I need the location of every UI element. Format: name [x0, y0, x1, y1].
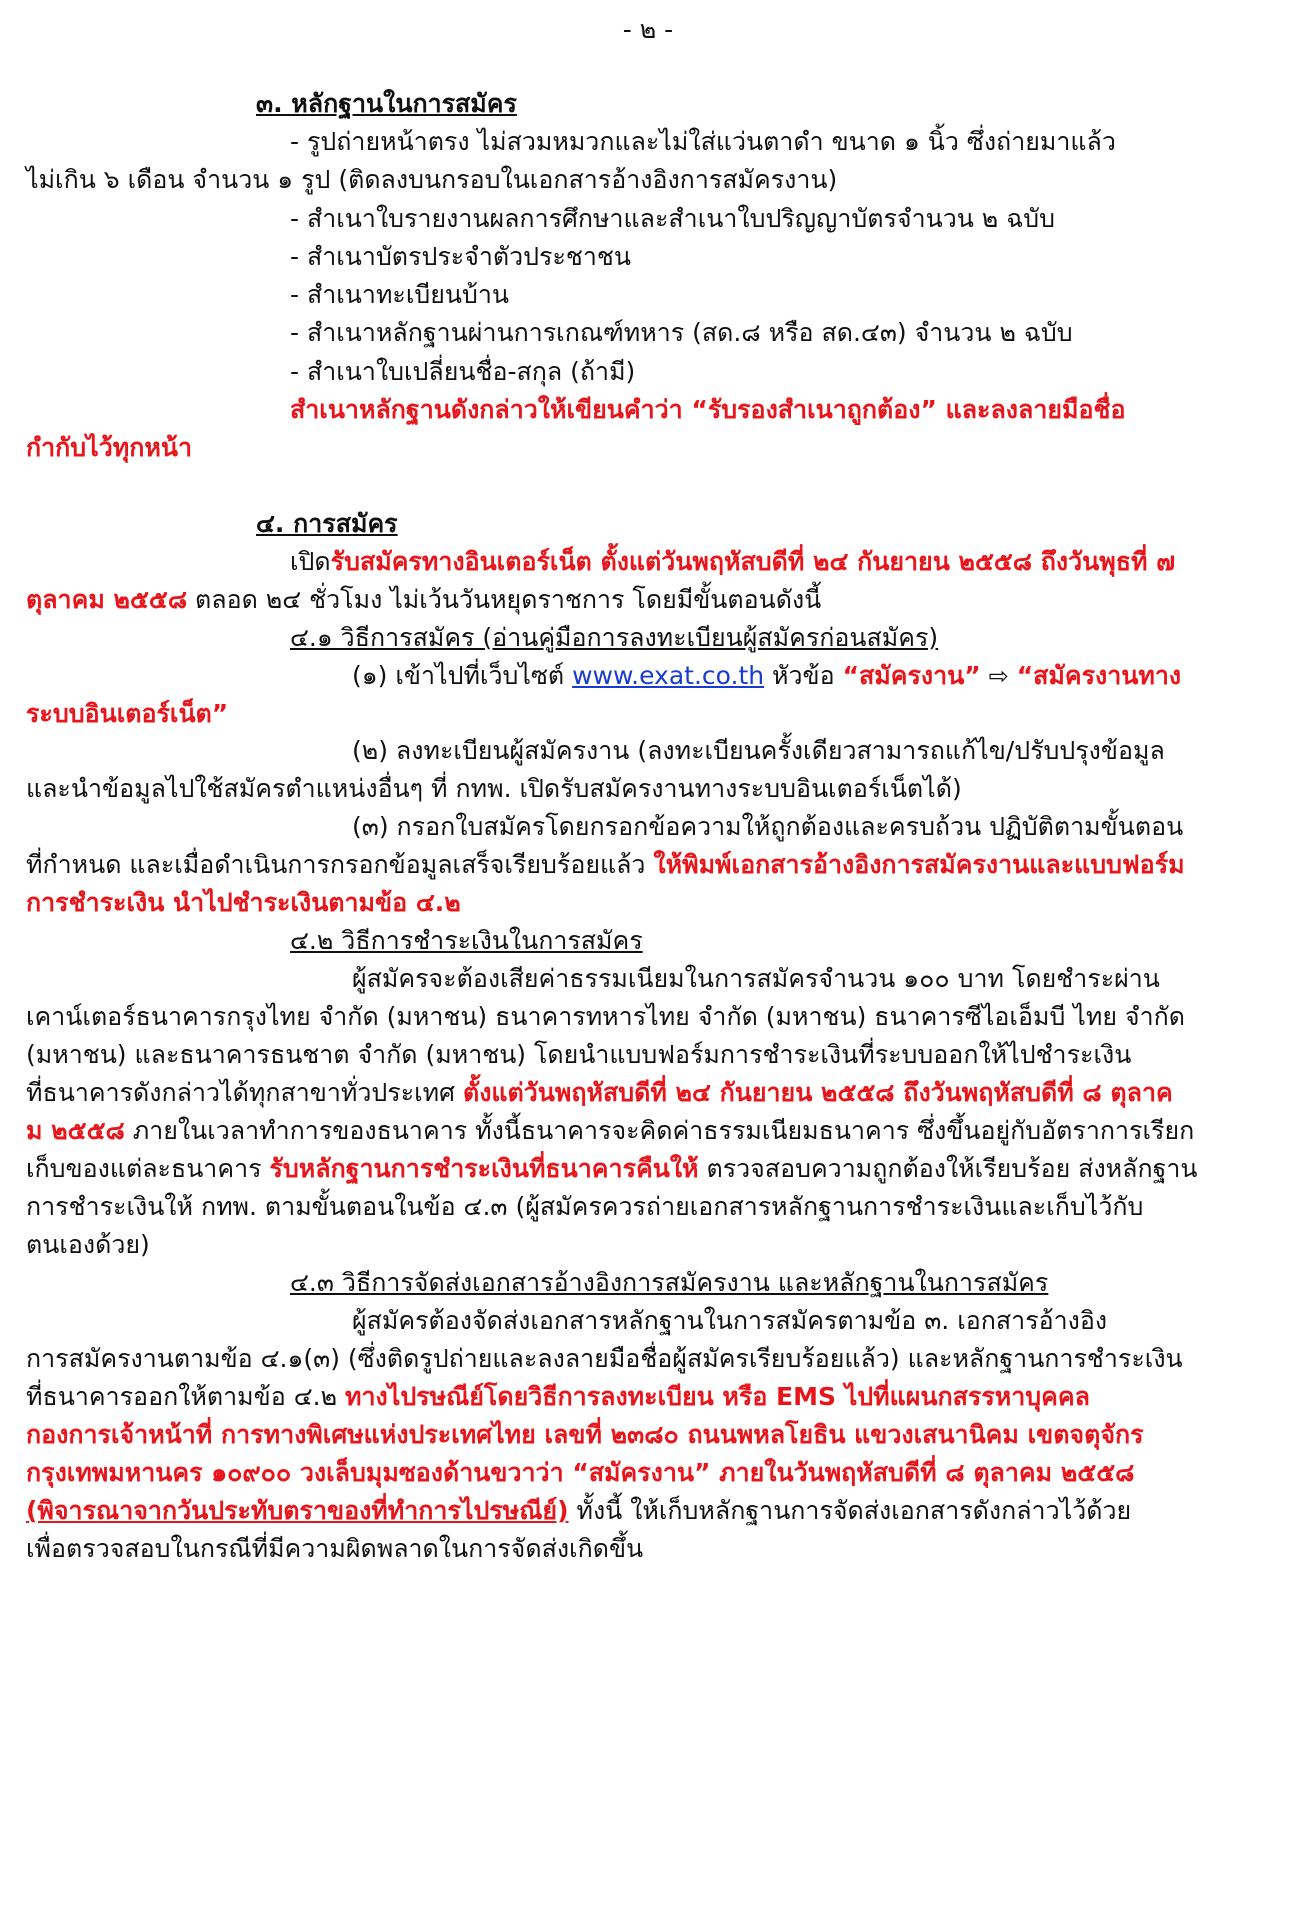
page-number: - ๒ - [622, 15, 674, 44]
s42-line-4-dates: ตั้งแต่วันพฤหัสบดีที่ ๒๔ กันยายน ๒๕๕๘ ถึงวันพฤหัสบดีที่ ๘ ตุลาค [462, 1078, 1173, 1107]
s43-line-3 [26, 1377, 1090, 1417]
sec3-item-photo: - รูปถ่ายหน้าตรง ไม่สวมหมวกและไม่ใส่แว่นตาดำ ขนาด ๑ นิ้ว ซึ่งถ่ายมาแล้ว [290, 127, 1116, 156]
s41-step2: (๒) ลงทะเบียนผู้สมัครงาน (ลงทะเบียนครั้งเดียวสามารถแก้ไข/ปรับปรุงข้อมูล [352, 736, 1165, 765]
s43-line-3-post: ทางไปรษณีย์โดยวิธีการลงทะเบียน หรือ EMS ไปที่แผนกสรรหาบุคคล [345, 1382, 1090, 1411]
section-3-heading: ๓. หลักฐานในการสมัคร [256, 89, 517, 118]
s43-line-6-postmark: (พิจารณาจากวันประทับตราของที่ทำการไปรษณีย์) [26, 1496, 569, 1525]
subsection-4-3-heading: ๔.๓ วิธีการจัดส่งเอกสารอ้างอิงการสมัครงาน และหลักฐานในการสมัคร [290, 1268, 1049, 1297]
arrow-right-icon: ⇨ [988, 662, 1009, 690]
s41-step2-cont: และนำข้อมูลไปใช้สมัครตำแหน่งอื่นๆ ที่ กทพ. เปิดรับสมัครงานทางระบบอินเตอร์เน็ตได้) [26, 774, 962, 803]
s41-step1 [352, 656, 1181, 696]
s41-step3-cont [26, 845, 1185, 885]
s41-step1-jobs: “สมัครงาน” [842, 661, 981, 690]
sec3-note: สำเนาหลักฐานดังกล่าวให้เขียนคำว่า “รับรองสำเนาถูกต้อง” และลงลายมือชื่อ [290, 395, 1126, 424]
s42-line-6-check: ตรวจสอบความถูกต้องให้เรียบร้อย ส่งหลักฐาน [698, 1154, 1198, 1183]
s42-line-5 [26, 1111, 1194, 1151]
sec3-note-cont: กำกับไว้ทุกหน้า [26, 433, 193, 462]
exat-website-link[interactable]: www.exat.co.th [572, 661, 765, 690]
s41-step1-online: “สมัครงานทาง [1016, 661, 1182, 690]
sec4-intro-open: เปิด [290, 547, 331, 576]
s42-line-1: ผู้สมัครจะต้องเสียค่าธรรมเนียมในการสมัครจำนวน ๑๐๐ บาท โดยชำระผ่าน [352, 964, 1160, 993]
s42-line-2: เคาน์เตอร์ธนาคารกรุงไทย จำกัด (มหาชน) ธนาคารทหารไทย จำกัด (มหาชน) ธนาคารซีไอเอ็มบี ไทย จำกัด [26, 1002, 1185, 1031]
s43-line-3-text: ที่ธนาคารออกให้ตามข้อ ๔.๒ [26, 1382, 346, 1411]
s43-line-6 [26, 1491, 1131, 1531]
s42-line-5-text: ภายในเวลาทำการของธนาคาร ทั้งนี้ธนาคารจะคิดค่าธรรมเนียมธนาคาร ซึ่งขึ้นอยู่กับอัตราการเรียก [124, 1116, 1195, 1145]
sec3-item-military: - สำเนาหลักฐานผ่านการเกณฑ์ทหาร (สด.๘ หรือ สด.๔๓) จำนวน ๒ ฉบับ [290, 318, 1073, 347]
subsection-4-1-heading: ๔.๑ วิธีการสมัคร (อ่านคู่มือการลงทะเบียนผู้สมัครก่อนสมัคร) [290, 623, 939, 652]
s41-step1-cont: ระบบอินเตอร์เน็ต” [26, 699, 229, 728]
s42-line-6-text: เก็บของแต่ละธนาคาร [26, 1154, 270, 1183]
sec3-item-transcript: - สำเนาใบรายงานผลการศึกษาและสำเนาใบปริญญาบัตรจำนวน ๒ ฉบับ [290, 204, 1055, 233]
sec4-intro [290, 542, 1175, 582]
s43-line-1: ผู้สมัครต้องจัดส่งเอกสารหลักฐานในการสมัครตามข้อ ๓. เอกสารอ้างอิง [352, 1306, 1108, 1335]
s43-line-4-address: กองการเจ้าหน้าที่ การทางพิเศษแห่งประเทศไทย เลขที่ ๒๓๘๐ ถนนพหลโยธิน แขวงเสนานิคม เขตจตุจักร [26, 1420, 1144, 1449]
sec4-intro-dates: รับสมัครทางอินเตอร์เน็ต ตั้งแต่วันพฤหัสบดีที่ ๒๔ กันยายน ๒๕๕๘ ถึงวันพุธที่ ๗ [330, 547, 1175, 576]
s42-line-6 [26, 1149, 1198, 1189]
s43-line-2: การสมัครงานตามข้อ ๔.๑(๓) (ซึ่งติดรูปถ่ายและลงลายมือชื่อผู้สมัครเรียบร้อยแล้ว) และหลักฐานการชำระเงิน [26, 1344, 1183, 1373]
subsection-4-2-heading: ๔.๒ วิธีการชำระเงินในการสมัคร [290, 926, 643, 955]
sec4-intro-hours: ตลอด ๒๔ ชั่วโมง ไม่เว้นวันหยุดราชการ โดยมีขั้นตอนดังนี้ [187, 585, 822, 614]
s41-step1-text: (๑) เข้าไปที่เว็บไซต์ [352, 661, 573, 690]
sec3-item-house-reg: - สำเนาทะเบียนบ้าน [290, 280, 509, 309]
sec3-item-name-change: - สำเนาใบเปลี่ยนชื่อ-สกุล (ถ้ามี) [290, 357, 636, 386]
s41-step3-print: ให้พิมพ์เอกสารอ้างอิงการสมัครงานและแบบฟอร์ม [653, 850, 1185, 879]
s42-line-6-receipt: รับหลักฐานการชำระเงินที่ธนาคารคืนให้ [269, 1154, 699, 1183]
s42-line-3: (มหาชน) และธนาคารธนชาต จำกัด (มหาชน) โดยนำแบบฟอร์มการชำระเงินที่ระบบออกให้ไปชำระเงิน [26, 1040, 1132, 1069]
s43-line-7: เพื่อตรวจสอบในกรณีที่มีความผิดพลาดในการจัดส่งเกิดขึ้น [26, 1534, 644, 1563]
s42-line-7: การชำระเงินให้ กทพ. ตามขั้นตอนในข้อ ๔.๓ (ผู้สมัครควรถ่ายเอกสารหลักฐานการชำระเงินและเก็บไว้กับ [26, 1192, 1144, 1221]
s42-line-4-text: ที่ธนาคารดังกล่าวได้ทุกสาขาทั่วประเทศ [26, 1078, 463, 1107]
s42-line-4 [26, 1073, 1173, 1113]
s41-step1-topic: หัวข้อ [764, 661, 843, 690]
s41-step3-pay: การชำระเงิน นำไปชำระเงินตามข้อ ๔.๒ [26, 888, 461, 917]
s41-step3-text: ที่กำหนด และเมื่อดำเนินการกรอกข้อมูลเสร็จเรียบร้อยแล้ว [26, 850, 654, 879]
s43-line-5-deadline: กรุงเทพมหานคร ๑๐๙๐๐ วงเล็บมุมซองด้านขวาว่า “สมัครงาน” ภายในวันพฤหัสบดีที่ ๘ ตุลาคม ๒๕๕๘ [26, 1458, 1135, 1487]
s43-line-6-text: ทั้งนี้ ให้เก็บหลักฐานการจัดส่งเอกสารดังกล่าวไว้ด้วย [568, 1496, 1132, 1525]
s41-step3: (๓) กรอกใบสมัครโดยกรอกข้อความให้ถูกต้องและครบถ้วน ปฏิบัติตามขั้นตอน [352, 812, 1184, 841]
s42-line-8: ตนเองด้วย) [26, 1230, 150, 1259]
section-4-heading: ๔. การสมัคร [256, 509, 398, 538]
sec3-item-photo-cont: ไม่เกิน ๖ เดือน จำนวน ๑ รูป (ติดลงบนกรอบในเอกสารอ้างอิงการสมัครงาน) [26, 165, 838, 194]
sec4-intro-month: ตุลาคม ๒๕๕๘ [26, 585, 188, 614]
sec4-intro-cont [26, 580, 821, 620]
s42-line-5-year: ม ๒๕๕๘ [26, 1116, 125, 1145]
sec3-item-id-card: - สำเนาบัตรประจำตัวประชาชน [290, 242, 631, 271]
